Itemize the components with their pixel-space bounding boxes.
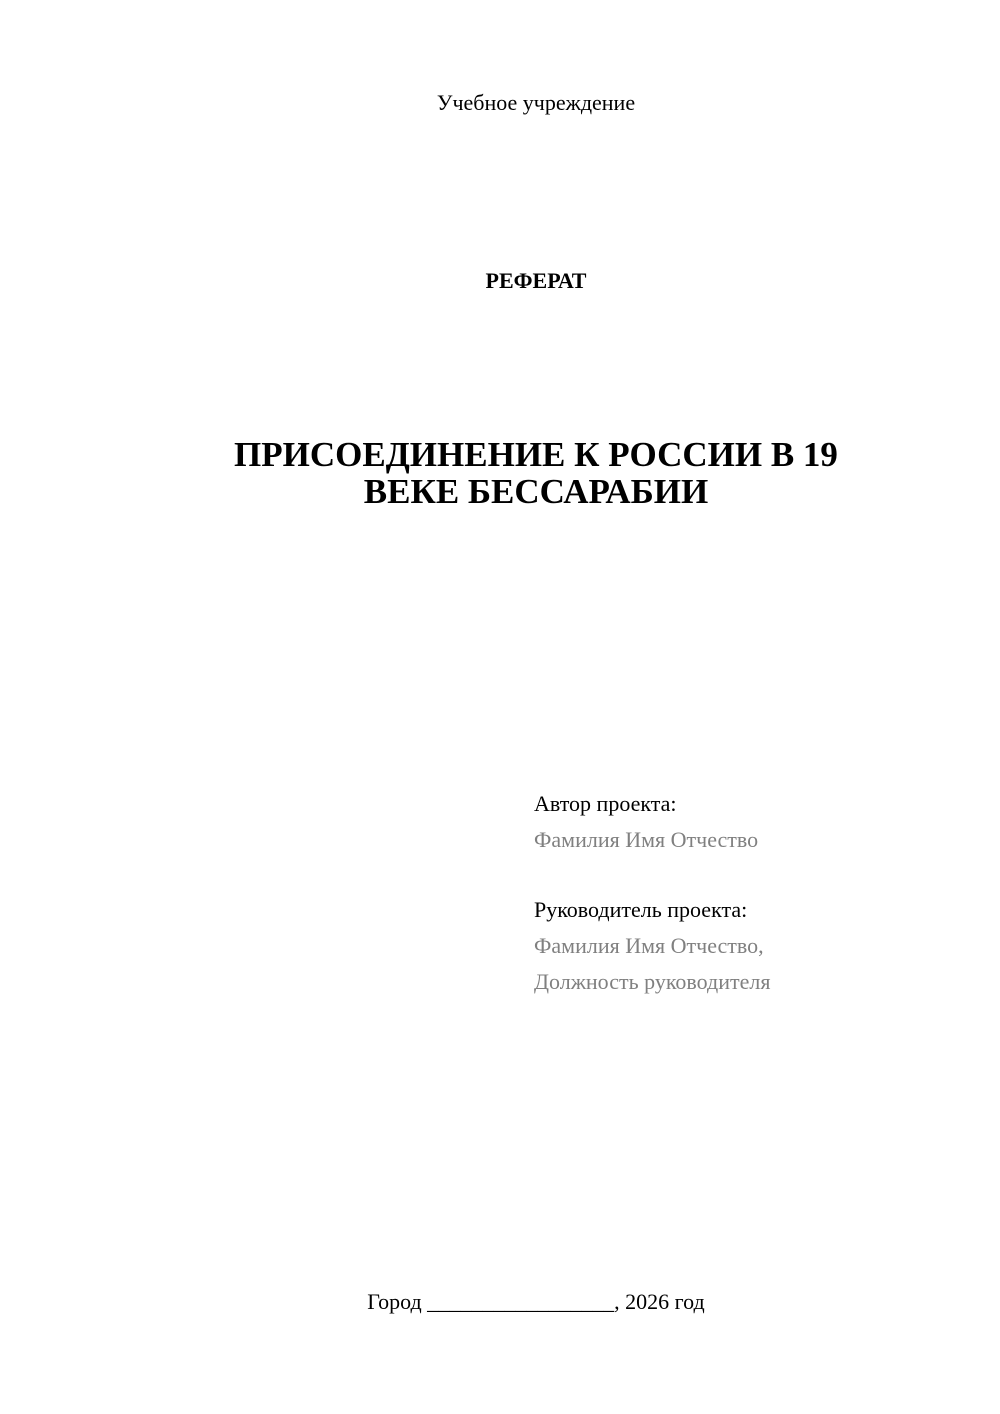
supervisor-position: Должность руководителя bbox=[534, 969, 771, 994]
document-title bbox=[180, 436, 892, 510]
supervisor-label: Руководитель проекта: bbox=[534, 897, 748, 922]
author-block bbox=[534, 786, 974, 858]
author-name: Фамилия Имя Отчество bbox=[534, 827, 759, 852]
city-blank-line: _________________ bbox=[427, 1289, 615, 1314]
footer-city-year bbox=[0, 1289, 1000, 1315]
institution-name: Учебное учреждение bbox=[436, 90, 636, 115]
city-label: Город bbox=[367, 1289, 422, 1314]
supervisor-name: Фамилия Имя Отчество, bbox=[534, 933, 764, 958]
author-label: Автор проекта: bbox=[534, 791, 677, 816]
year-text: , 2026 год bbox=[614, 1289, 705, 1314]
document-type: РЕФЕРАТ bbox=[485, 268, 587, 293]
title-line-1: ПРИСОЕДИНЕНИЕ К РОССИИ В 19 bbox=[234, 435, 838, 474]
title-line-2: ВЕКЕ БЕССАРАБИИ bbox=[363, 472, 709, 511]
supervisor-block bbox=[534, 892, 974, 1000]
